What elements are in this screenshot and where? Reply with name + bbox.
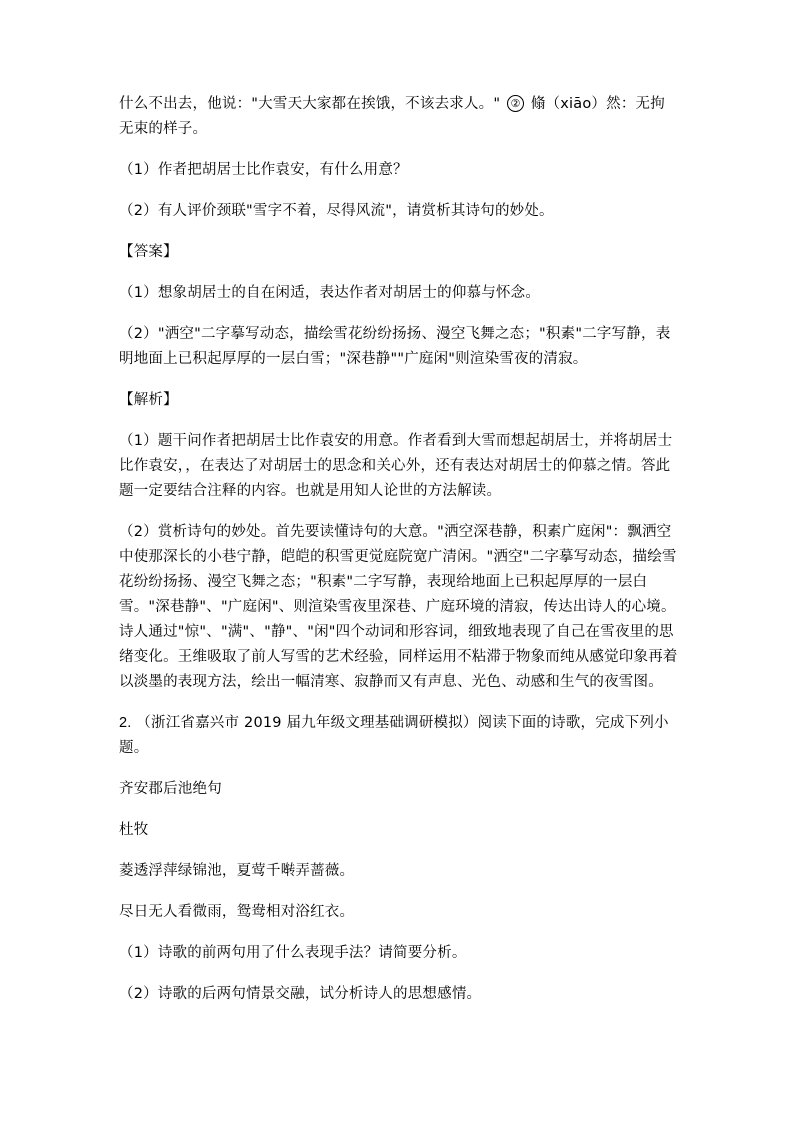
intro-text-after: 翛（xiāo）然：无拘无束的样子。 <box>119 96 665 137</box>
question-2-intro <box>119 711 679 761</box>
analysis-2: （2）赏析诗句的妙处。首先要读懂诗句的大意。"洒空深巷静，积素广庭闲"：飘洒空中使那深长的小巷宁静，皑皑的积雪更觉庭院宽广清闲。"洒空"二字摹写动态，描绘雪花纷纷扬扬、漫空飞舞之态；"积素"二字写静，表现给地面上已积起厚厚的一层白雪。"深巷静"、"广庭闲"、则渲染雪夜里深巷、广庭环境的清寂，传达出诗人的心境。诗人通过"惊"、"满"、"静"、"闲"四个动词和形容词，细致地表现了自己在雪夜里的思绪变化。王维吸取了前人写雪的艺术经验，同样运用不粘滞于物象而纯从感觉印象再着以淡墨的表现方法，绘出一幅清寒、寂静而又有声息、光色、动感和生气的夜雪图。 <box>119 524 678 690</box>
intro-paragraph <box>119 92 679 142</box>
question-1-2: （2）有人评价颈联"雪字不着，尽得风流"，请赏析其诗句的妙处。 <box>119 203 554 219</box>
intro-text-before: 什么不出去，他说："大雪天大家都在挨饿，不该去求人。" <box>119 96 506 112</box>
question-2-number: 2. <box>119 715 132 731</box>
answer-1: （1）想象胡居士的自在闲适，表达作者对胡居士的仰慕与怀念。 <box>119 285 541 301</box>
question-1-1: （1）作者把胡居士比作袁安，有什么用意？ <box>119 162 408 178</box>
poem-line-1: 菱透浮萍绿锦池，夏莺千啭弄蔷薇。 <box>119 863 355 879</box>
answer-2: （2）"洒空"二字摹写动态，描绘雪花纷纷扬扬、漫空飞舞之态；"积素"二字写静，表明地面上已积起厚厚的一层白雪；"深巷静""广庭闲"则渲染雪夜的清寂。 <box>119 326 671 367</box>
question-2-1: （1）诗歌的前两句用了什么表现手法？请简要分析。 <box>119 945 467 961</box>
answer-heading: 【答案】 <box>119 244 178 260</box>
analysis-heading: 【解析】 <box>119 392 178 408</box>
circled-number-marker: ② <box>507 95 524 112</box>
poem-title: 齐安郡后池绝句 <box>119 781 222 797</box>
question-2-2: （2）诗歌的后两句情景交融，试分析诗人的思想感情。 <box>119 986 482 1002</box>
document-content <box>119 92 679 1023</box>
analysis-1: （1）题干问作者把胡居士比作袁安的用意。作者看到大雪而想起胡居士，并将胡居士比作袁安，，在表达了对胡居士的思念和关心外，还有表达对胡居士的仰慕之情。答此题一定要结合注释的内容。也就是用知人论世的方法解读。 <box>119 433 673 499</box>
poem-author: 杜牧 <box>119 822 149 838</box>
poem-line-2: 尽日无人看微雨，鸳鸯相对浴红衣。 <box>119 904 355 920</box>
question-2-text: （浙江省嘉兴市 2019 届九年级文理基础调研模拟）阅读下面的诗歌，完成下列小题。 <box>119 715 669 756</box>
